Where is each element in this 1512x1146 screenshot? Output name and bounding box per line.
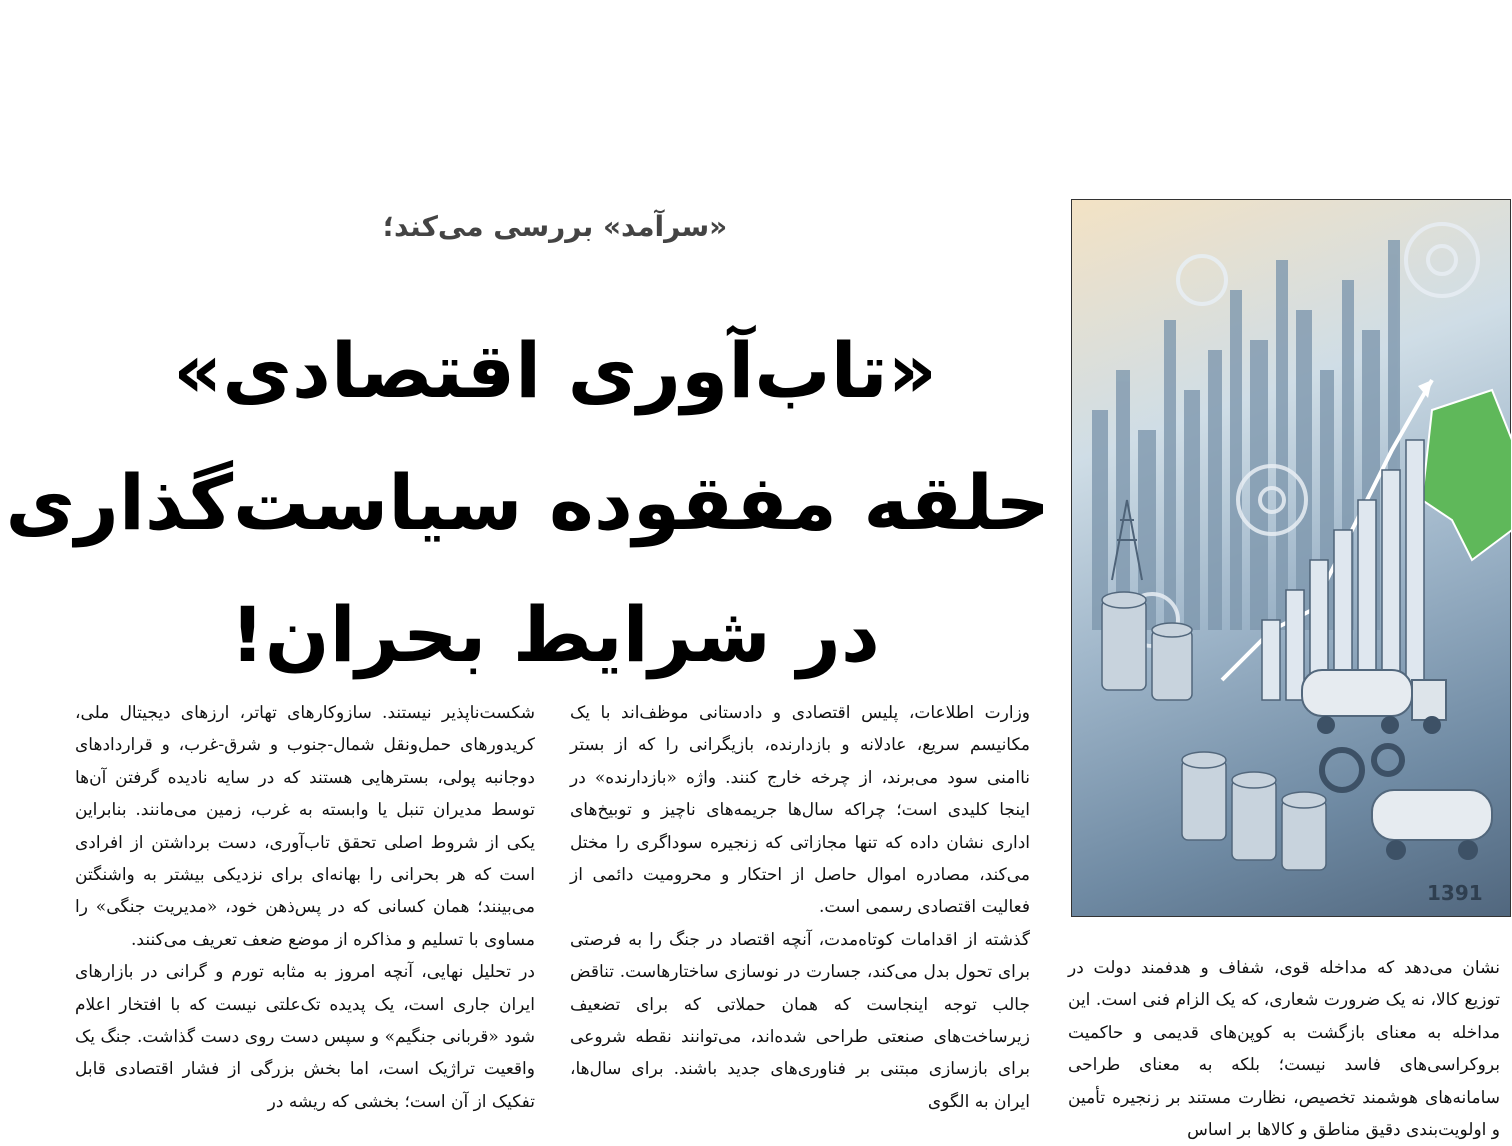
article-headline xyxy=(5,305,1050,701)
economy-illustration xyxy=(1072,200,1512,918)
paragraph: گذشته از اقدامات کوتاه‌مدت، آنچه اقتصاد در جنگ را به فرصتی برای تحول بدل می‌کند، جسارت در نوسازی ساختارهاست. تناقض جالب توجه اینجاست که همان حملاتی که برای تضعیف زیرساخت‌های صنعتی طراحی شده‌اند، می‌توانند نقطه شروعی برای بازسازی مبتنی بر فناوری‌های جدید باشند. برای سال‌ها، ایران به الگوی xyxy=(570,929,1030,1112)
map-shape xyxy=(1422,390,1512,560)
hero-illustration xyxy=(1071,199,1511,917)
paragraph: وزارت اطلاعات، پلیس اقتصادی و دادستانی موظف‌اند با یک مکانیسم سریع، عادلانه و بازدارنده، بازیگرانی را که از بستر ناامنی سود می‌برند، از چرخه خارج کنند. واژه «بازدارنده» در اینجا کلیدی است؛ چراکه سال‌ها جریمه‌های ناچیز و توبیخ‌های اداری نشان داده که تنها مجازاتی که زنجیره سوداگری را مختل می‌کند، مصادره اموال حاصل از احتکار و محرومیت دائمی از فعالیت اقتصادی رسمی است. xyxy=(570,703,1030,918)
article-column-3 xyxy=(1068,952,1500,1141)
headline-line-2: حلقه مفقوده سیاست‌گذاری xyxy=(5,458,1050,547)
article-column-2 xyxy=(75,697,535,1128)
paragraph: شکست‌ناپذیر نیستند. سازوکارهای تهاتر، ارزهای دیجیتال ملی، کریدورهای حمل‌ونقل شمال-جنوب و شرق-غرب، و قراردادهای دوجانبه پولی، بسترهایی هستند که در سایه نادیده گرفتن آن‌ها توسط مدیران تنبل یا وابسته به غرب، زمین می‌مانند. بنابراین یکی از شروط اصلی تحقق تاب‌آوری، دست برداشتن از افرادی است که هر بحرانی را بهانه‌ای برای نزدیکی بیشتر به واشنگتن می‌بینند؛ همان کسانی که در پس‌ذهن خود، «مدیریت جنگی» را مساوی با تسلیم و مذاکره از موضع ضعف تعریف می‌کنند. xyxy=(75,703,535,950)
bar-towers xyxy=(1092,240,1400,630)
headline-line-1: «تاب‌آوری اقتصادی» xyxy=(173,326,937,415)
headline-line-3: در شرایط بحران! xyxy=(230,590,880,679)
article-column-1 xyxy=(570,697,1030,1128)
article-kicker: «سرآمد» بررسی می‌کند؛ xyxy=(382,210,728,243)
paragraph: در تحلیل نهایی، آنچه امروز به مثابه تورم و گرانی در بازارهای ایران جاری است، یک پدیده تک‌علتی نیست که با افتخار اعلام شود «قربانی جنگیم» و سپس دست روی دست گذاشت. جنگ یک واقعیت تراژیک است، اما بخش بزرگی از فشار اقتصادی قابل تفکیک از آن است؛ بخشی که ریشه در xyxy=(75,962,535,1112)
tanker-trucks xyxy=(1302,670,1492,860)
plate-number: 1391 xyxy=(1427,881,1483,905)
ground-gears xyxy=(1322,746,1402,790)
paragraph: نشان می‌دهد که مداخله قوی، شفاف و هدفمند دولت در توزیع کالا، نه یک ضرورت شعاری، که یک الزام فنی است. این مداخله به معنای بازگشت به کوپن‌های قدیمی و حاکمیت بروکراسی‌های فاسد نیست؛ بلکه به معنای طراحی سامانه‌های هوشمند تخصیص، نظارت مستند بر زنجیره تأمین و اولویت‌بندی دقیق مناطق و کالاها بر اساس xyxy=(1068,958,1500,1141)
